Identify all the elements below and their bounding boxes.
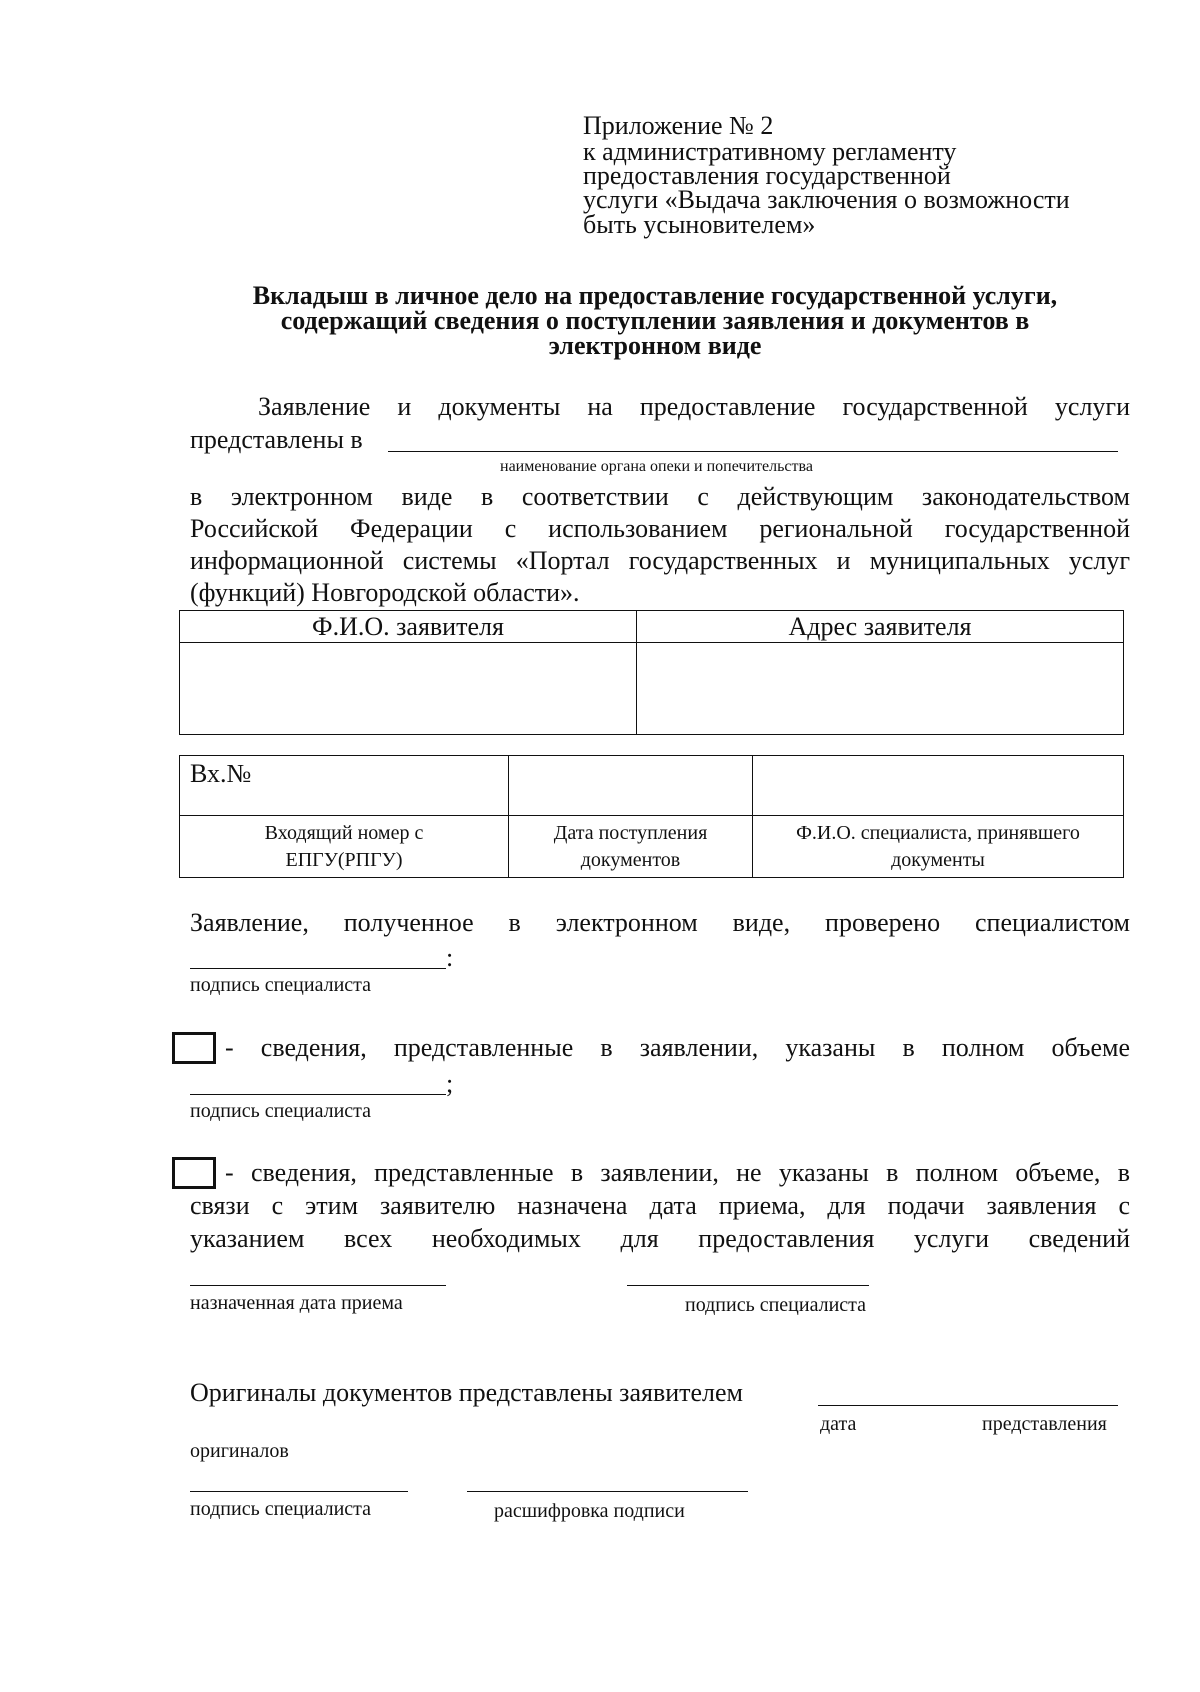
document-title: содержащий сведения о поступлении заявления и документов в	[280, 306, 1030, 335]
intro-line: Российской Федерации с использованием региональной государственной	[190, 514, 1130, 543]
originals-date-line[interactable]	[818, 1405, 1118, 1406]
appendix-line: услуги «Выдача заключения о возможности	[583, 185, 1070, 214]
partial-info-line: - сведения, представленные в заявлении, не указаны в полном объеме, в	[225, 1158, 1130, 1187]
intro-label: представлены в	[190, 425, 363, 454]
partial-info-line: связи с этим заявителю назначена дата приема, для подачи заявления с	[190, 1191, 1130, 1220]
signature-caption: подпись специалиста	[190, 1100, 372, 1122]
receipt-date-cell[interactable]	[509, 756, 753, 816]
authority-field-caption: наименование органа опеки и попечительства	[500, 458, 813, 475]
incoming-number-caption: Входящий номер с ЕПГУ(РПГУ)	[180, 816, 509, 878]
applicant-name-cell[interactable]	[180, 643, 637, 735]
appendix-line: быть усыновителем»	[583, 210, 816, 239]
originals-caption: оригиналов	[190, 1440, 289, 1462]
document-title: Вкладыш в личное дело на предоставление государственной услуги,	[252, 281, 1058, 310]
specialist-signature-line[interactable]	[190, 1491, 408, 1492]
checked-punct: :	[446, 943, 454, 972]
applicant-address-header: Адрес заявителя	[637, 611, 1124, 643]
specialist-signature-line[interactable]	[627, 1285, 869, 1286]
signature-caption: подпись специалиста	[685, 1294, 867, 1316]
receipt-date-caption: Дата поступления документов	[509, 816, 753, 878]
originals-caption: дата	[820, 1413, 857, 1435]
appointment-date-line[interactable]	[190, 1285, 446, 1286]
specialist-signature-line[interactable]	[190, 1094, 446, 1095]
document-title: электронном виде	[548, 331, 762, 360]
applicant-table	[179, 610, 1124, 735]
registration-table	[179, 755, 1124, 878]
originals-caption: представления	[982, 1413, 1107, 1435]
specialist-signature-line[interactable]	[190, 968, 446, 969]
signature-caption: подпись специалиста	[190, 1498, 372, 1520]
appendix-line: предоставления государственной	[583, 161, 951, 190]
intro-line: в электронном виде в соответствии с действующим законодательством	[190, 482, 1130, 511]
intro-line: Заявление и документы на предоставление государственной услуги	[258, 392, 1130, 421]
full-info-statement: - сведения, представленные в заявлении, указаны в полном объеме	[225, 1033, 1130, 1062]
signature-decode-line[interactable]	[467, 1491, 748, 1492]
appointment-date-caption: назначенная дата приема	[190, 1292, 403, 1314]
checked-statement: Заявление, полученное в электронном виде, проверено специалистом	[190, 908, 1130, 937]
signature-decode-caption: расшифровка подписи	[494, 1500, 685, 1522]
full-info-checkbox[interactable]	[172, 1032, 216, 1064]
appendix-number: Приложение № 2	[583, 111, 774, 140]
applicant-address-cell[interactable]	[637, 643, 1124, 735]
authority-field-line[interactable]	[388, 451, 1118, 452]
intro-line: информационной системы «Портал государственных и муниципальных услуг	[190, 546, 1130, 575]
intro-line: (функций) Новгородской области».	[190, 578, 580, 607]
signature-caption: подпись специалиста	[190, 974, 372, 996]
applicant-name-header: Ф.И.О. заявителя	[180, 611, 637, 643]
originals-statement: Оригиналы документов представлены заявителем	[190, 1378, 744, 1407]
specialist-name-caption: Ф.И.О. специалиста, принявшего документы	[753, 816, 1124, 878]
specialist-name-cell[interactable]	[753, 756, 1124, 816]
appendix-line: к административному регламенту	[583, 137, 957, 166]
incoming-number-cell[interactable]: Вх.№	[180, 756, 509, 816]
partial-info-checkbox[interactable]	[172, 1157, 216, 1189]
full-info-punct: ;	[446, 1069, 454, 1098]
partial-info-line: указанием всех необходимых для предоставления услуги сведений	[190, 1224, 1130, 1253]
